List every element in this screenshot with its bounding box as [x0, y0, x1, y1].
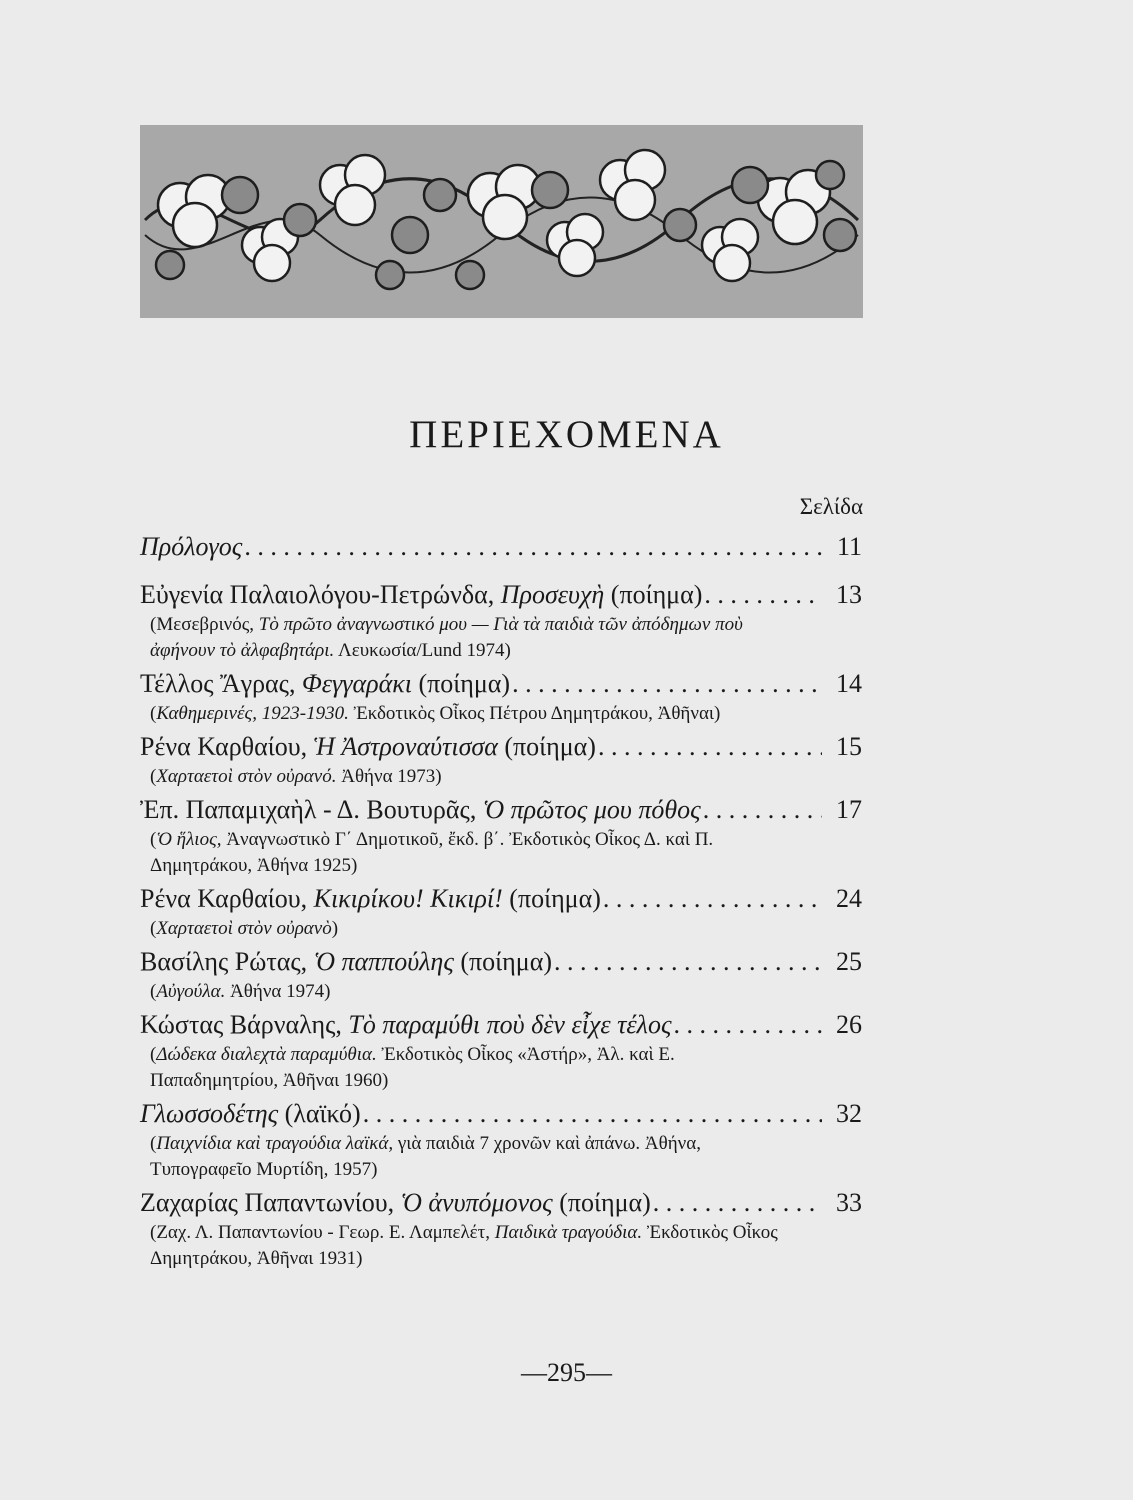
dot-leader	[603, 882, 822, 916]
citation-part: Καθημερινές, 1923-1930.	[156, 703, 349, 724]
dot-leader	[244, 530, 822, 564]
toc-page-number: 15	[836, 732, 862, 761]
toc-page-number: 11	[836, 532, 862, 561]
toc-entry	[140, 578, 862, 612]
toc-author: Ζαχαρίας Παπαντωνίου,	[140, 1188, 401, 1217]
citation-part: (	[150, 766, 157, 787]
toc-page-number: 26	[836, 1010, 862, 1039]
toc-entry	[140, 793, 862, 827]
citation-part: (Ζαχ. Λ. Παπαντωνίου - Γεωρ. Ε. Λαμπελέτ,	[150, 1222, 495, 1243]
citation-part: (Μεσεβρινός,	[150, 614, 259, 635]
citation-part: )	[331, 918, 339, 939]
citation-part: Ἀναγνωστικὸ Γ΄ Δημοτικοῦ, ἔκδ. β΄. Ἐκδοτικὸς Οἶκος Δ. καὶ Π. Δημητράκου, Ἀθήνα 1925)	[150, 829, 714, 876]
toc-work-title: Προσευχὴ	[500, 580, 605, 609]
toc-source-citation	[140, 701, 862, 727]
toc-author: Ἐπ. Παπαμιχαὴλ - Δ. Βουτυρᾶς,	[140, 795, 483, 824]
toc-work-note: (λαϊκό)	[278, 1099, 361, 1128]
toc-page-number: 13	[836, 580, 862, 609]
citation-part: (	[150, 703, 157, 724]
toc-entry	[140, 1097, 862, 1131]
table-of-contents	[140, 530, 862, 1275]
toc-page-number: 24	[836, 884, 862, 913]
citation-part: Τὸ πρῶτο ἀναγνωστικό μου — Γιὰ τὰ παιδιὰ τῶν ἀπόδημων ποὺ ἀφήνουν τὸ ἀλφαβητάρι.	[150, 614, 743, 661]
toc-author: Βασίλης Ρώτας,	[140, 947, 314, 976]
toc-page-number: 33	[836, 1188, 862, 1217]
toc-work-title: Ὁ πρῶτος μου πόθος	[482, 795, 701, 824]
toc-author: Εὐγενία Παλαιολόγου-Πετρώνδα,	[140, 580, 501, 609]
citation-part: Παιχνίδια καὶ τραγούδια λαϊκά,	[156, 1133, 394, 1154]
toc-work-title: Τὸ παραμύθι ποὺ δὲν εἶχε τέλος	[348, 1010, 672, 1039]
toc-source-citation	[140, 764, 862, 790]
toc-source-citation	[140, 916, 862, 942]
toc-work-title: Γλωσσοδέτης	[140, 1099, 279, 1128]
citation-part: (	[150, 829, 157, 850]
page-number: —295—	[521, 1358, 612, 1387]
toc-work-title: Φεγγαράκι	[301, 669, 412, 698]
toc-entry	[140, 1008, 862, 1042]
toc-source-citation	[140, 979, 862, 1005]
toc-work-title: Ὁ παππούλης	[313, 947, 454, 976]
toc-author: Κώστας Βάρναλης,	[140, 1010, 349, 1039]
citation-part: (	[150, 981, 157, 1002]
citation-part: Ὁ ἥλιος,	[156, 829, 222, 850]
citation-part: Ἐκδοτικὸς Οἶκος «Ἀστήρ», Ἀλ. καὶ Ε. Παπαδημητρίου, Ἀθῆναι 1960)	[150, 1044, 675, 1091]
toc-source-citation	[140, 612, 862, 664]
toc-page-number: 25	[836, 947, 862, 976]
citation-part: Δώδεκα διαλεχτὰ παραμύθια.	[156, 1044, 377, 1065]
toc-entry	[140, 530, 862, 564]
toc-work-title: Ὁ ἀνυπόμονος	[400, 1188, 553, 1217]
citation-part: Ἐκδοτικὸς Οἶκος Πέτρου Δημητράκου, Ἀθῆναι)	[348, 703, 721, 724]
dot-leader	[704, 578, 822, 612]
dot-leader	[363, 1097, 822, 1131]
citation-part: γιὰ παιδιὰ 7 χρονῶν καὶ ἀπάνω. Ἀθήνα, Τυπογραφεῖο Μυρτίδη, 1957)	[150, 1133, 701, 1180]
toc-page-number: 17	[836, 795, 862, 824]
citation-part: Ἀθήνα 1974)	[225, 981, 331, 1002]
dot-leader	[674, 1008, 823, 1042]
toc-author: Ρένα Καρθαίου,	[140, 732, 314, 761]
citation-part: (	[150, 918, 157, 939]
toc-work-note: (ποίημα)	[497, 732, 596, 761]
citation-part: Ἀθήνα 1973)	[336, 766, 442, 787]
dot-leader	[598, 730, 822, 764]
toc-source-citation	[140, 827, 862, 879]
toc-work-note: (ποίημα)	[453, 947, 552, 976]
citation-part: Χαρταετοὶ στὸν οὐρανὸ	[156, 918, 332, 939]
toc-entry	[140, 882, 862, 916]
page-title: ΠΕΡΙΕΧΟΜΕΝΑ	[409, 413, 724, 456]
toc-author: Τέλλος Ἄγρας,	[140, 669, 302, 698]
decorative-flower-banner	[140, 125, 863, 318]
citation-part: Χαρταετοὶ στὸν οὐρανό.	[156, 766, 337, 787]
page-column-header: Σελίδα	[799, 494, 863, 519]
toc-entry	[140, 667, 862, 701]
toc-work-note: (ποίημα)	[604, 580, 703, 609]
toc-page-number: 32	[836, 1099, 862, 1128]
toc-work-note: (ποίημα)	[502, 884, 601, 913]
toc-entry	[140, 1186, 862, 1220]
toc-page-number: 14	[836, 669, 862, 698]
toc-entry	[140, 730, 862, 764]
toc-work-title: Ἡ Ἀστροναύτισσα	[313, 732, 498, 761]
dot-leader	[554, 945, 822, 979]
toc-work-note: (ποίημα)	[552, 1188, 651, 1217]
citation-part: Λευκωσία/Lund 1974)	[334, 640, 511, 661]
toc-work-title: Κικιρίκου! Κικιρί!	[313, 884, 503, 913]
toc-entry	[140, 945, 862, 979]
dot-leader	[703, 793, 822, 827]
citation-part: (	[150, 1044, 157, 1065]
toc-source-citation	[140, 1042, 862, 1094]
dot-leader	[653, 1186, 822, 1220]
toc-source-citation	[140, 1220, 862, 1272]
toc-work-note: (ποίημα)	[411, 669, 511, 698]
citation-part: Αὐγούλα.	[156, 981, 226, 1002]
toc-work-title: Πρόλογος	[140, 532, 243, 561]
citation-part: (	[150, 1133, 157, 1154]
toc-source-citation	[140, 1131, 862, 1183]
toc-author: Ρένα Καρθαίου,	[140, 884, 314, 913]
citation-part: Παιδικὰ τραγούδια.	[494, 1222, 643, 1243]
citation-part: Ἐκδοτικὸς Οἶκος Δημητράκου, Ἀθῆναι 1931)	[150, 1222, 778, 1269]
dot-leader	[512, 667, 822, 701]
